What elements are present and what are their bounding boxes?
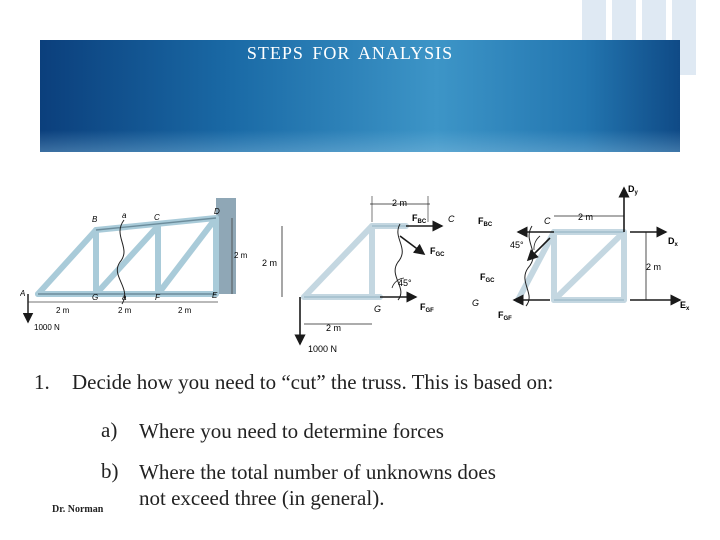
- right-free-body-diagram: [472, 184, 690, 322]
- author-credit: Dr. Norman: [52, 504, 104, 515]
- sub-item-b-text: Where the total number of unknowns does not exceed three (in general).: [139, 460, 496, 510]
- truss-load-label: 1000 N: [34, 323, 60, 332]
- right-fbd-force-gc: $F_{GC}$: [480, 272, 495, 284]
- right-fbd-angle: 45°: [510, 240, 524, 250]
- left-fbd-members: [304, 226, 406, 297]
- left-fbd-force-gc: $F_{GC}$: [430, 246, 445, 258]
- right-fbd-label-C: C: [544, 216, 551, 226]
- sub-item-a-text: Where you need to determine forces: [139, 419, 444, 443]
- right-fbd-force-ex: $E_x$: [680, 300, 690, 312]
- left-fbd-angle: 45°: [398, 278, 412, 288]
- sub-item-a-letter: a): [101, 418, 118, 442]
- right-fbd-dim-side: 2 m: [646, 262, 662, 272]
- left-fbd-force-bc: $F_{BC}$: [412, 213, 427, 225]
- sub-item-b-letter: b): [101, 459, 119, 483]
- truss-dim-3: 2 m: [178, 306, 192, 315]
- truss-members: [38, 218, 216, 294]
- truss-label-C: C: [154, 213, 160, 222]
- left-fbd-label-C: C: [448, 214, 455, 224]
- right-fbd-force-dy: $D_y$: [628, 184, 638, 196]
- right-fbd-force-dx: $D_x$: [668, 236, 678, 248]
- truss-label-E: E: [212, 291, 218, 300]
- truss-label-a-top: a: [122, 211, 127, 220]
- truss-label-A: A: [20, 289, 26, 298]
- right-fbd-force-bc: $F_{BC}$: [478, 216, 493, 228]
- truss-figure: [20, 176, 700, 358]
- slide-title: STEPS FOR ANALYSIS: [246, 43, 454, 63]
- left-free-body-diagram: [262, 196, 455, 354]
- left-fbd-dim-side: 2 m: [262, 258, 278, 268]
- truss-dim-2: 2 m: [118, 306, 132, 315]
- step-text: Decide how you need to “cut” the truss. This is based on:: [72, 370, 554, 394]
- left-fbd-force-gf: $F_{GF}$: [420, 302, 434, 314]
- truss-label-G: G: [92, 293, 99, 302]
- truss-label-a-bottom: a: [122, 293, 127, 302]
- truss-label-B: B: [92, 215, 98, 224]
- right-fbd-force-gf: $F_{GF}$: [498, 310, 512, 322]
- truss-label-D: D: [214, 207, 220, 216]
- truss-dim-vertical: 2 m: [234, 251, 248, 260]
- right-fbd-label-G: G: [472, 298, 480, 308]
- step-number: 1.: [34, 370, 50, 394]
- left-fbd-load-label: 1000 N: [308, 344, 338, 354]
- left-fbd-label-G: G: [374, 304, 382, 314]
- left-fbd-dim-top: 2 m: [392, 198, 408, 208]
- truss-illustration: [20, 198, 248, 332]
- truss-dim-1: 2 m: [56, 306, 70, 315]
- left-fbd-dim-bottom: 2 m: [326, 323, 342, 333]
- right-fbd-members: [518, 232, 624, 300]
- truss-label-F: F: [155, 293, 160, 302]
- right-fbd-dim-top: 2 m: [578, 212, 594, 222]
